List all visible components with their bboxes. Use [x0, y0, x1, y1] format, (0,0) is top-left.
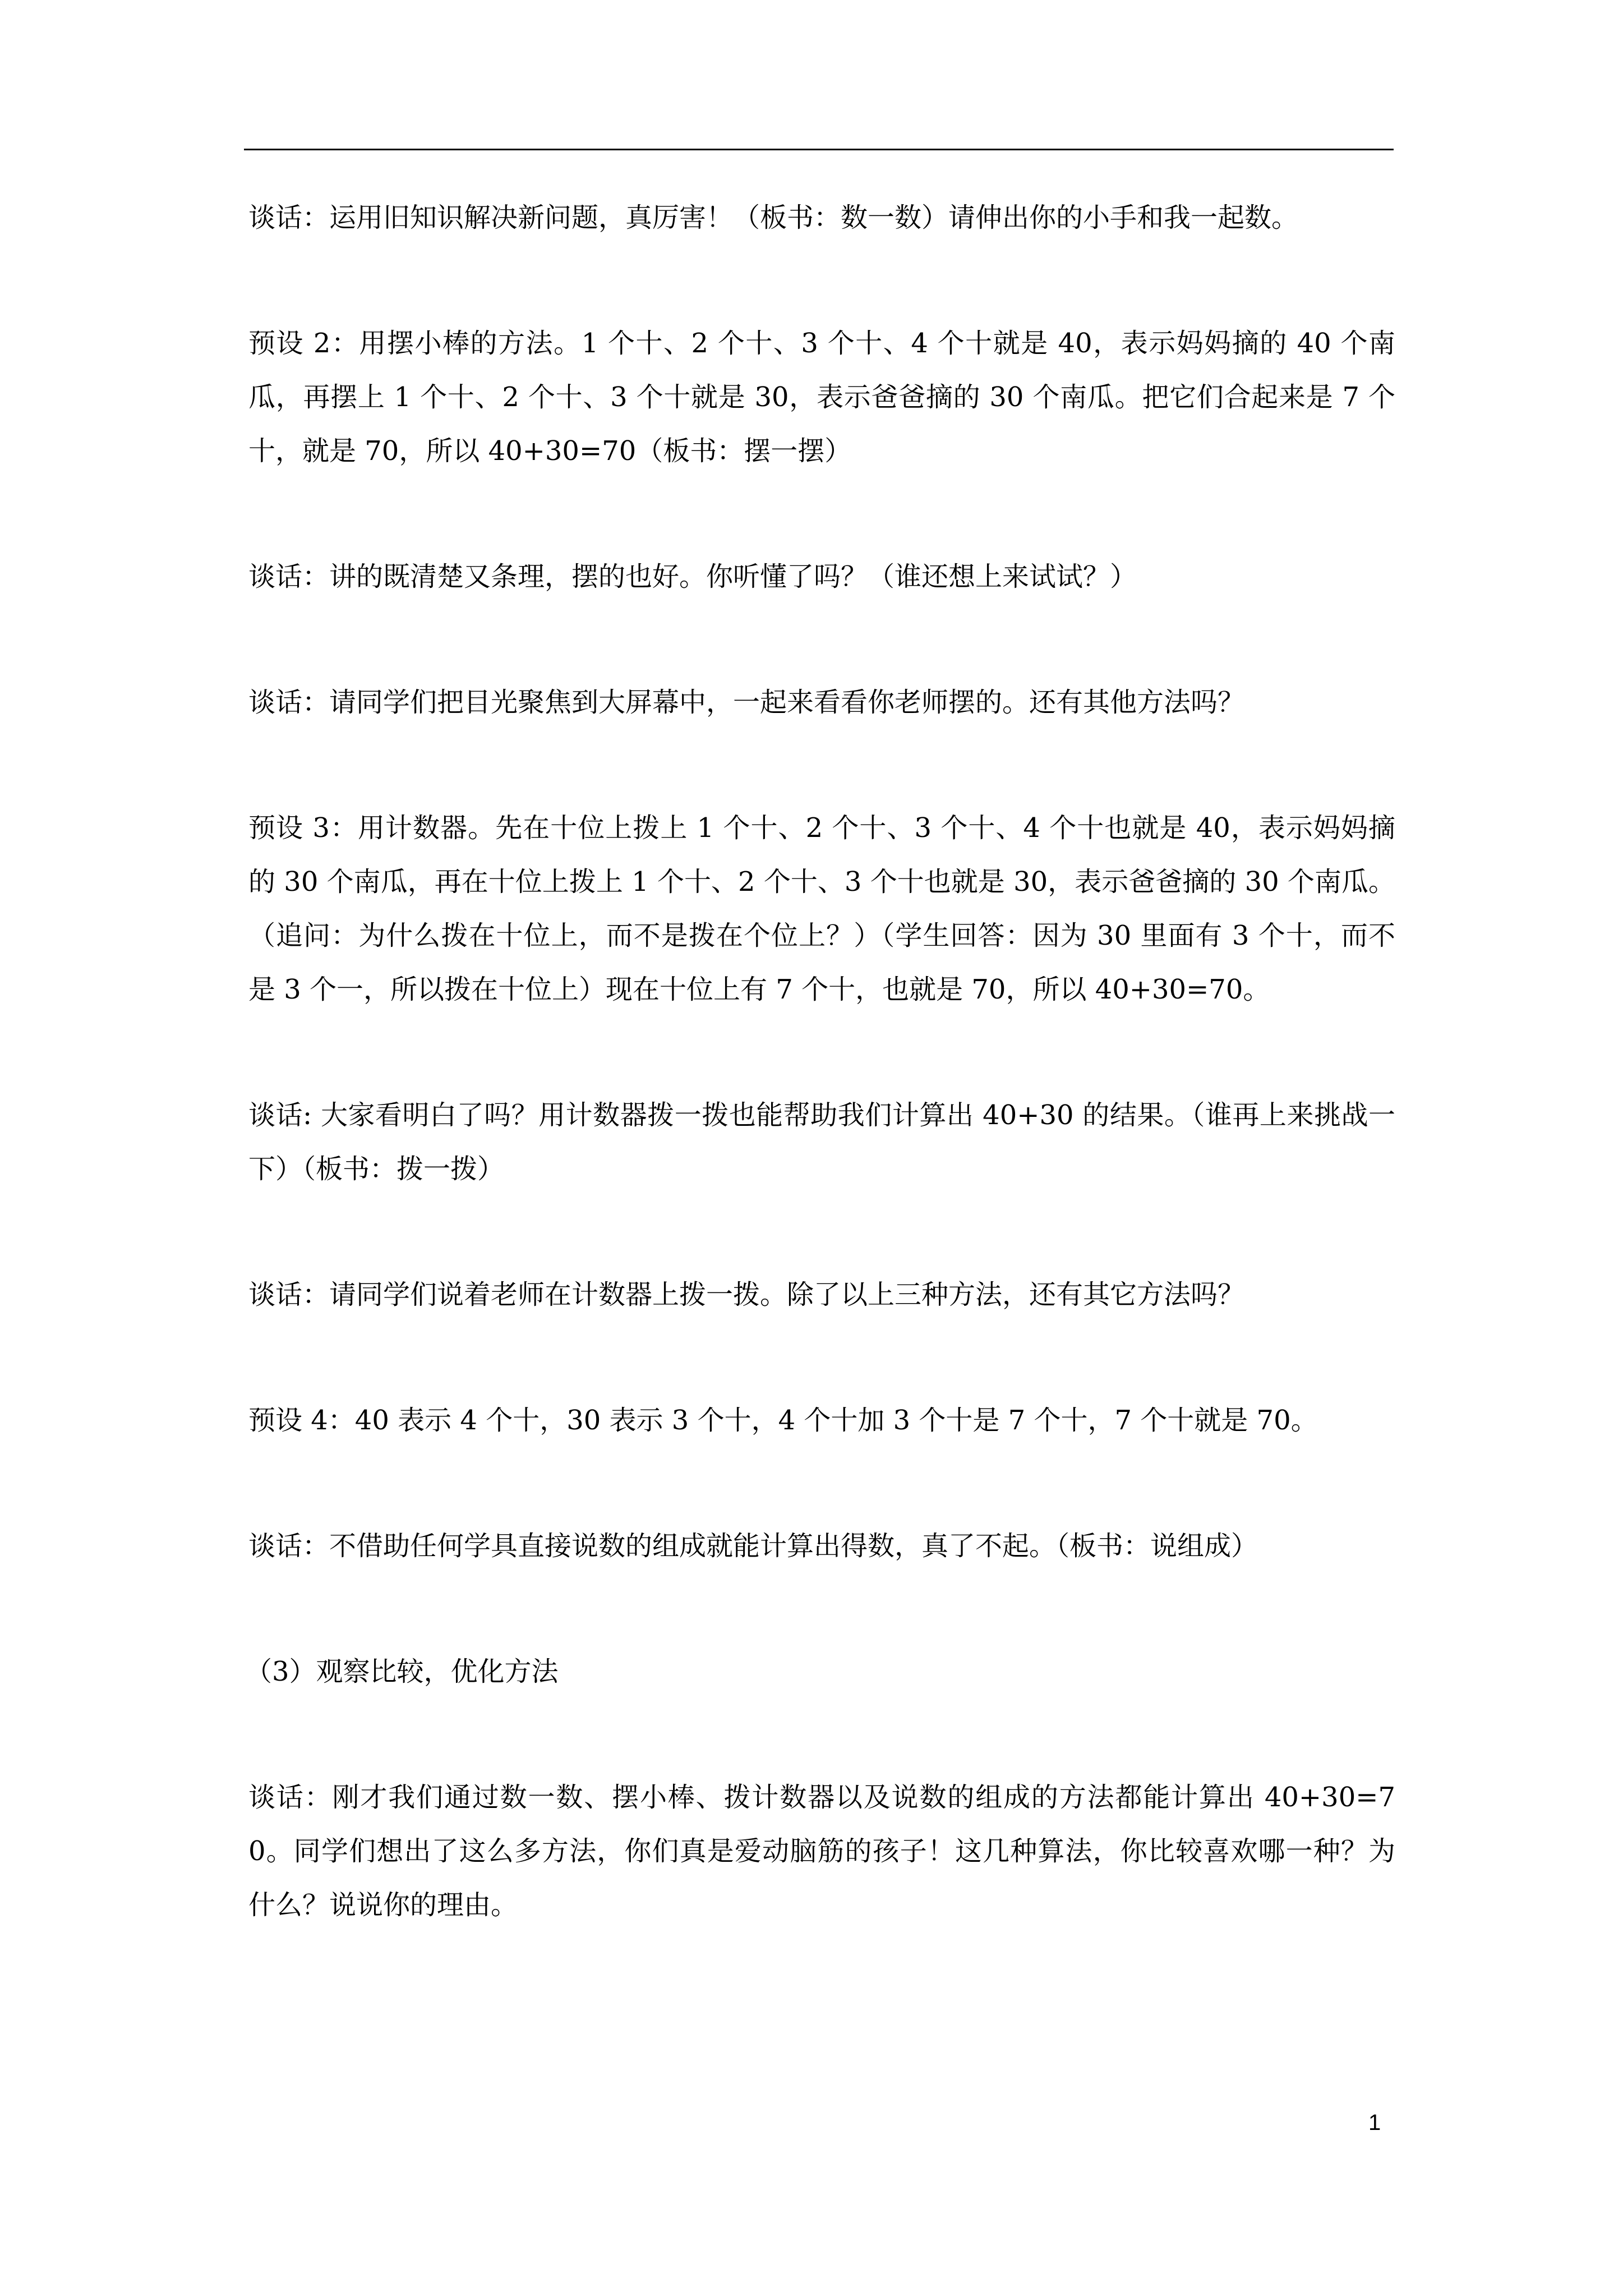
- paragraph-talk-6: 谈话：不借助任何学具直接说数的组成就能计算出得数，真了不起。（板书：说组成）: [248, 1530, 1258, 1562]
- paragraph-talk-1: 谈话：运用旧知识解决新问题，真厉害！（板书：数一数）请伸出你的小手和我一起数。: [248, 202, 1299, 233]
- paragraph-talk-4: 谈话: 大家看明白了吗？用计数器拨一拨也能帮助我们计算出 40+30 的结果。（谁再上来挑战一下）（板书：拨一拨）: [248, 1099, 1395, 1185]
- paragraph-preset-4: 预设 4：40 表示 4 个十，30 表示 3 个十，4 个十加 3 个十是 7 个十，7 个十就是 70。: [248, 1405, 1318, 1436]
- section-heading: （3）观察比较，优化方法: [245, 1656, 559, 1687]
- paragraph-talk-5: 谈话：请同学们说着老师在计数器上拨一拨。除了以上三种方法，还有其它方法吗？: [248, 1279, 1245, 1310]
- paragraph-talk-3: 谈话：请同学们把目光聚焦到大屏幕中，一起来看看你老师摆的。还有其他方法吗？: [248, 687, 1245, 718]
- page-number: 1: [1368, 2110, 1381, 2135]
- header-rule: [244, 149, 1394, 150]
- paragraph-talk-7: 谈话：刚才我们通过数一数、摆小棒、拨计数器以及说数的组成的方法都能计算出 40+30=70。同学们想出了这么多方法，你们真是爱动脑筋的孩子！这几种算法，你比较喜欢哪一种？为什么？说说你的理由。: [248, 1782, 1395, 1921]
- body-text: [245, 191, 1395, 2004]
- paragraph-preset-2: 预设 2：用摆小棒的方法。1 个十、2 个十、3 个十、4 个十就是 40，表示妈妈摘的 40 个南瓜，再摆上 1 个十、2 个十、3 个十就是 30，表示爸爸摘的 30 个南瓜。把它们合起来是 7 个十，就是 70，所以 40+30=70（板书：摆一摆）: [248, 328, 1395, 467]
- paragraph-talk-2: 谈话：讲的既清楚又条理，摆的也好。你听懂了吗？（谁还想上来试试？）: [248, 561, 1137, 592]
- paragraph-preset-3: 预设 3：用计数器。先在十位上拨上 1 个十、2 个十、3 个十、4 个十也就是 40，表示妈妈摘的 30 个南瓜，再在十位上拨上 1 个十、2 个十、3 个十也就是 30，表示爸爸摘的 30 个南瓜。（追问：为什么拨在十位上，而不是拨在个位上？）（学生回答：因为 30 里面有 3 个十，而不是 3 个一，所以拨在十位上）现在十位上有 7 个十，也就是 70，所以 40+30=70。: [248, 812, 1395, 1005]
